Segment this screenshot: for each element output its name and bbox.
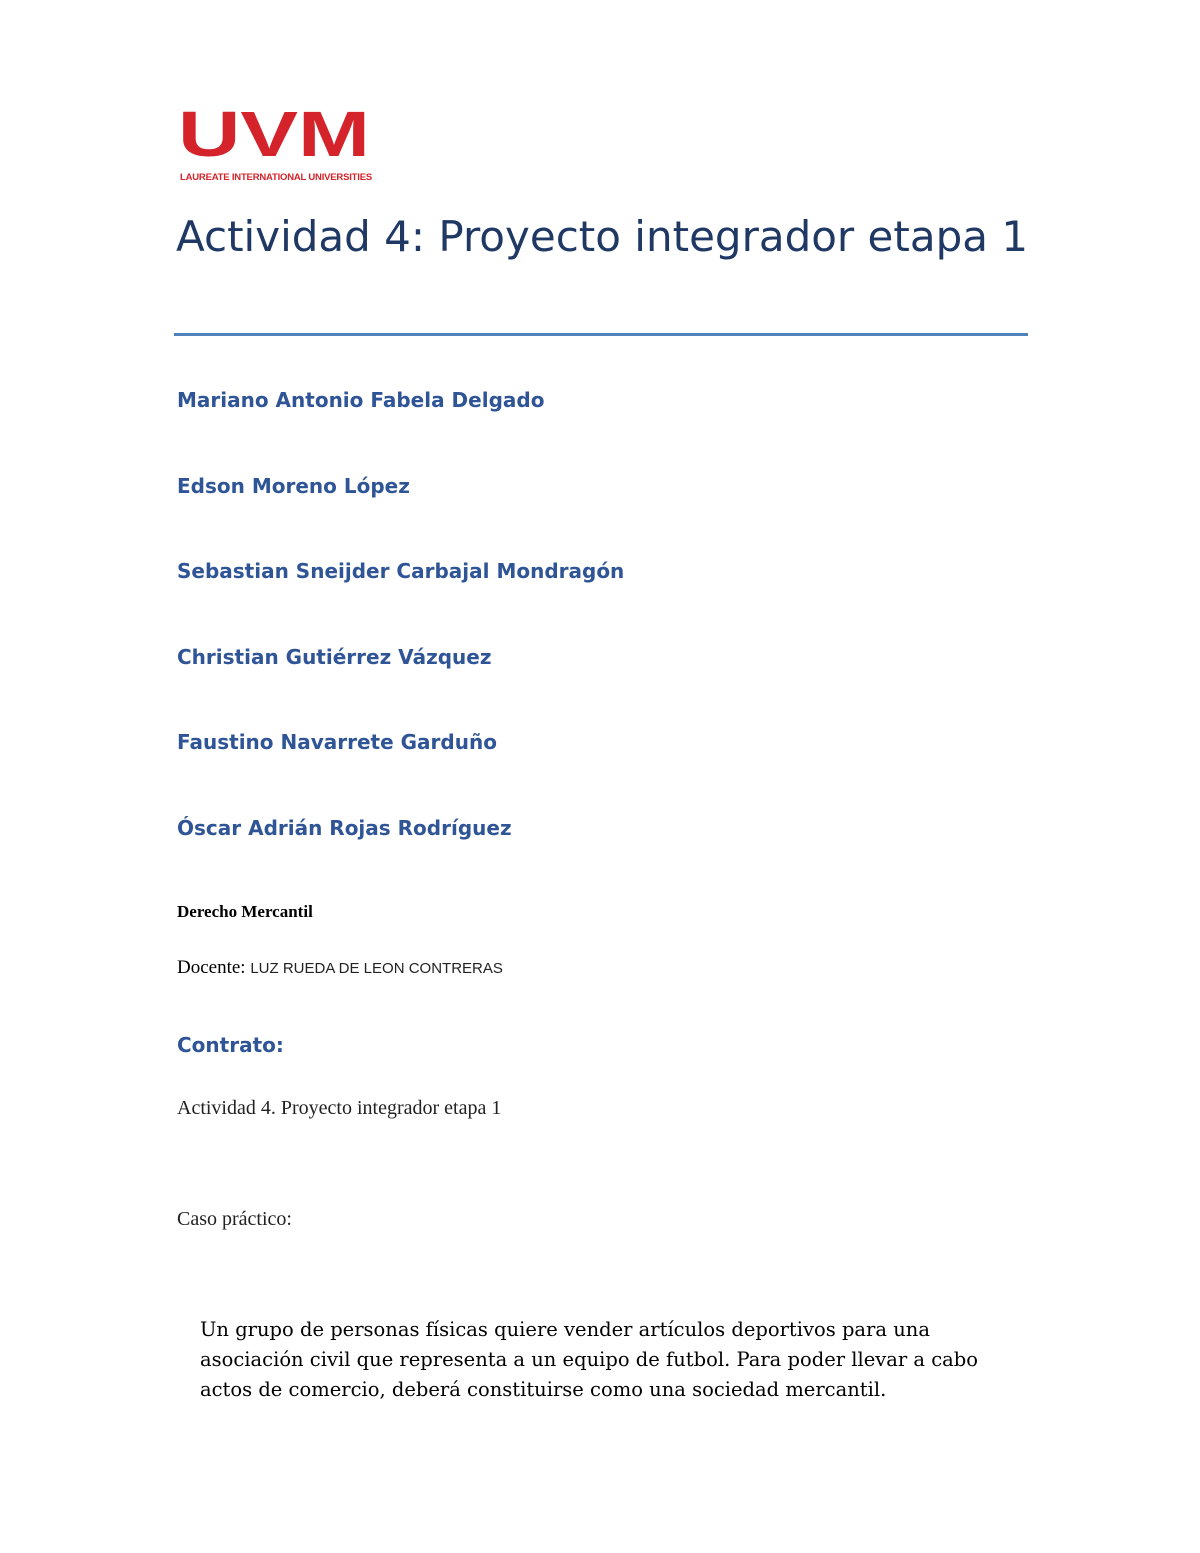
- author-name: Faustino Navarrete Garduño: [177, 730, 497, 755]
- author-name: Mariano Antonio Fabela Delgado: [177, 388, 545, 412]
- author-list: [177, 385, 624, 899]
- title-divider: [174, 333, 1028, 336]
- uvm-logo-wordmark: [178, 108, 372, 160]
- teacher-label: Docente:: [177, 957, 246, 978]
- author-name: Christian Gutiérrez Vázquez: [177, 644, 492, 669]
- document-title: Actividad 4: Proyecto integrador etapa 1: [176, 212, 1029, 261]
- teacher-name: LUZ RUEDA DE LEON CONTRERAS: [250, 960, 503, 977]
- author-name: Edson Moreno López: [177, 473, 410, 498]
- subject-name: Derecho Mercantil: [177, 902, 313, 921]
- author-name: Óscar Adrián Rojas Rodríguez: [177, 815, 512, 840]
- activity-line: Actividad 4. Proyecto integrador etapa 1: [177, 1097, 502, 1119]
- caso-practico-label: Caso práctico:: [177, 1208, 292, 1230]
- teacher-line: [177, 957, 503, 979]
- uvm-logo: [178, 108, 372, 160]
- logo-subtitle: LAUREATE INTERNATIONAL UNIVERSITIES: [180, 172, 372, 183]
- case-description: Un grupo de personas físicas quiere vender artículos deportivos para una asociación civil que representa a un equipo de futbol. Para poder llevar a cabo actos de comercio, deberá constituirse como una sociedad mercantil.: [200, 1318, 979, 1401]
- author-name: Sebastian Sneijder Carbajal Mondragón: [177, 559, 625, 584]
- uvm-logo-text: UVM: [178, 108, 370, 160]
- contrato-heading: Contrato:: [177, 1033, 284, 1057]
